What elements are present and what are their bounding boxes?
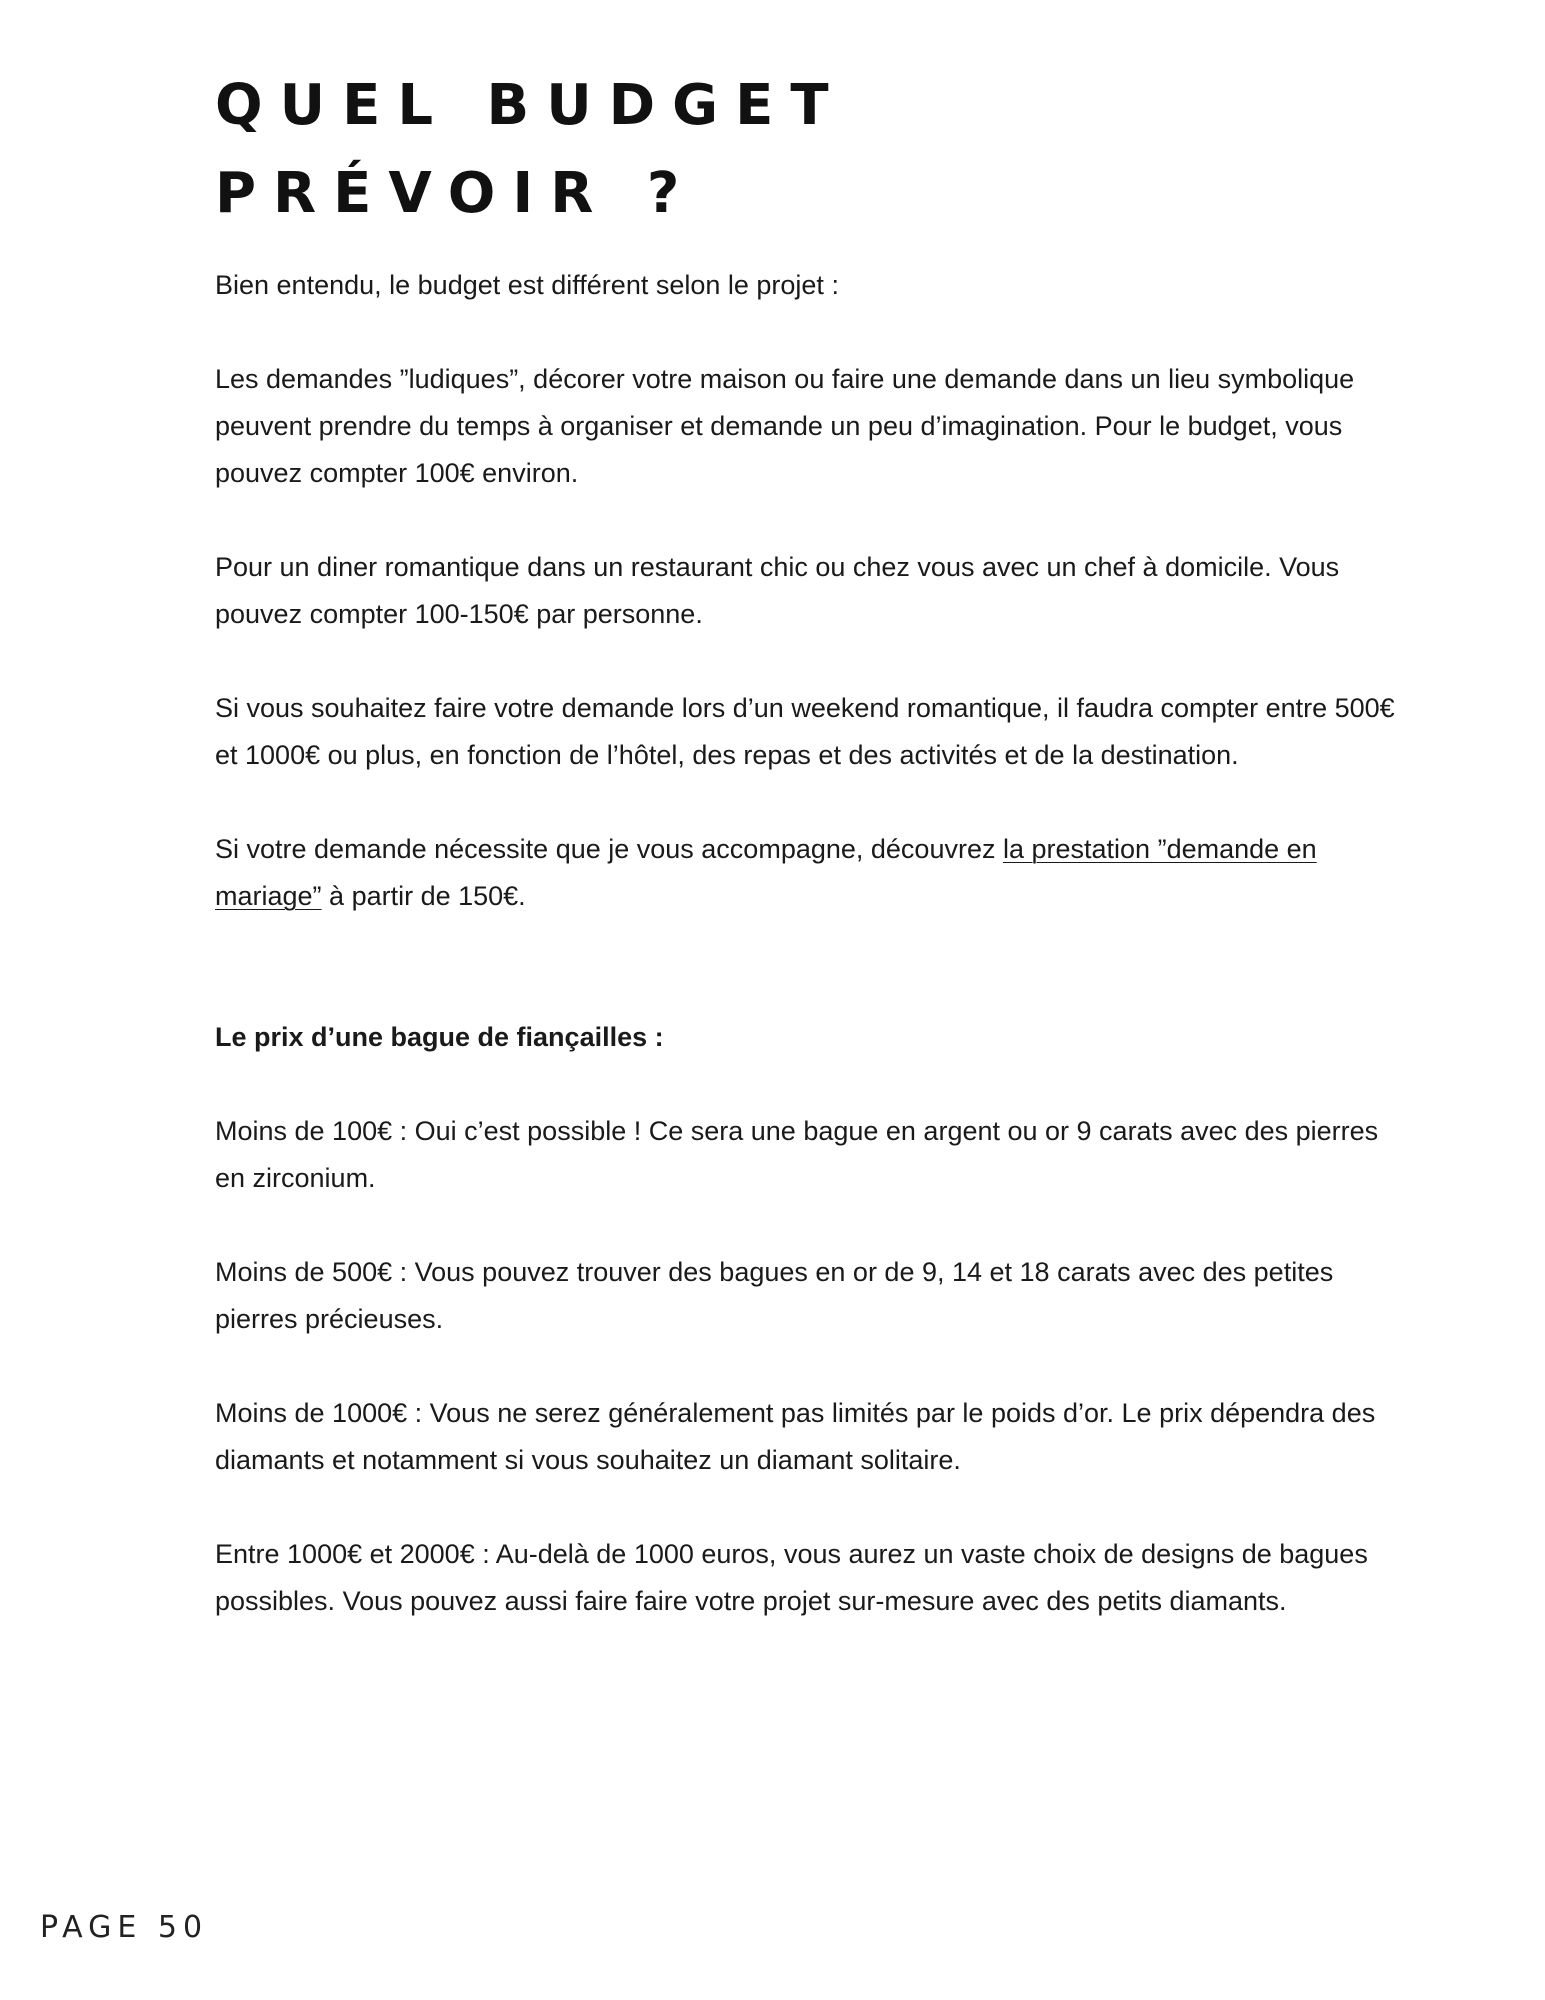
ring-price-heading: Le prix d’une bague de fiançailles :: [215, 1022, 664, 1052]
ring-1000-2000-paragraph: Entre 1000€ et 2000€ : Au-delà de 1000 euros, vous aurez un vaste choix de designs de bagues possibles. Vous pouvez aussi faire faire votre projet sur-mesure avec des petits diamants.: [215, 1539, 1368, 1616]
page-title-line-2: PRÉVOIR ?: [215, 161, 697, 226]
page-number: PAGE 50: [40, 1910, 209, 1945]
page-title: [215, 62, 846, 238]
ludiques-paragraph: Les demandes ”ludiques”, décorer votre maison ou faire une demande dans un lieu symbolique peuvent prendre du temps à organiser et demande un peu d’imagination. Pour le budget, vous pouvez compter 100€ environ.: [215, 364, 1355, 488]
ring-under-100-paragraph: Moins de 100€ : Oui c’est possible ! Ce sera une bague en argent ou or 9 carats avec des pierres en zirconium.: [215, 1116, 1379, 1193]
weekend-paragraph: Si vous souhaitez faire votre demande lors d’un weekend romantique, il faudra compter entre 500€ et 1000€ ou plus, en fonction de l’hôtel, des repas et des activités et de la destination.: [215, 693, 1395, 770]
ring-under-500-paragraph: Moins de 500€ : Vous pouvez trouver des bagues en or de 9, 14 et 18 carats avec des petites pierres précieuses.: [215, 1257, 1334, 1334]
diner-paragraph: Pour un diner romantique dans un restaurant chic ou chez vous avec un chef à domicile. Vous pouvez compter 100-150€ par personne.: [215, 552, 1340, 629]
intro-paragraph: Bien entendu, le budget est différent selon le projet :: [215, 270, 839, 300]
ring-under-1000-paragraph: Moins de 1000€ : Vous ne serez généralement pas limités par le poids d’or. Le prix dépendra des diamants et notamment si vous souhaitez un diamant solitaire.: [215, 1398, 1376, 1475]
page-title-line-1: QUEL BUDGET: [215, 73, 846, 138]
accompagne-paragraph: [215, 826, 1395, 920]
accompagne-text-after: à partir de 150€.: [321, 881, 526, 911]
prestation-demande-link[interactable]: la prestation ”demande en mariage”: [215, 834, 1317, 911]
accompagne-text-before: Si votre demande nécessite que je vous accompagne, découvrez: [215, 834, 1003, 864]
article-body: [215, 262, 1395, 1672]
